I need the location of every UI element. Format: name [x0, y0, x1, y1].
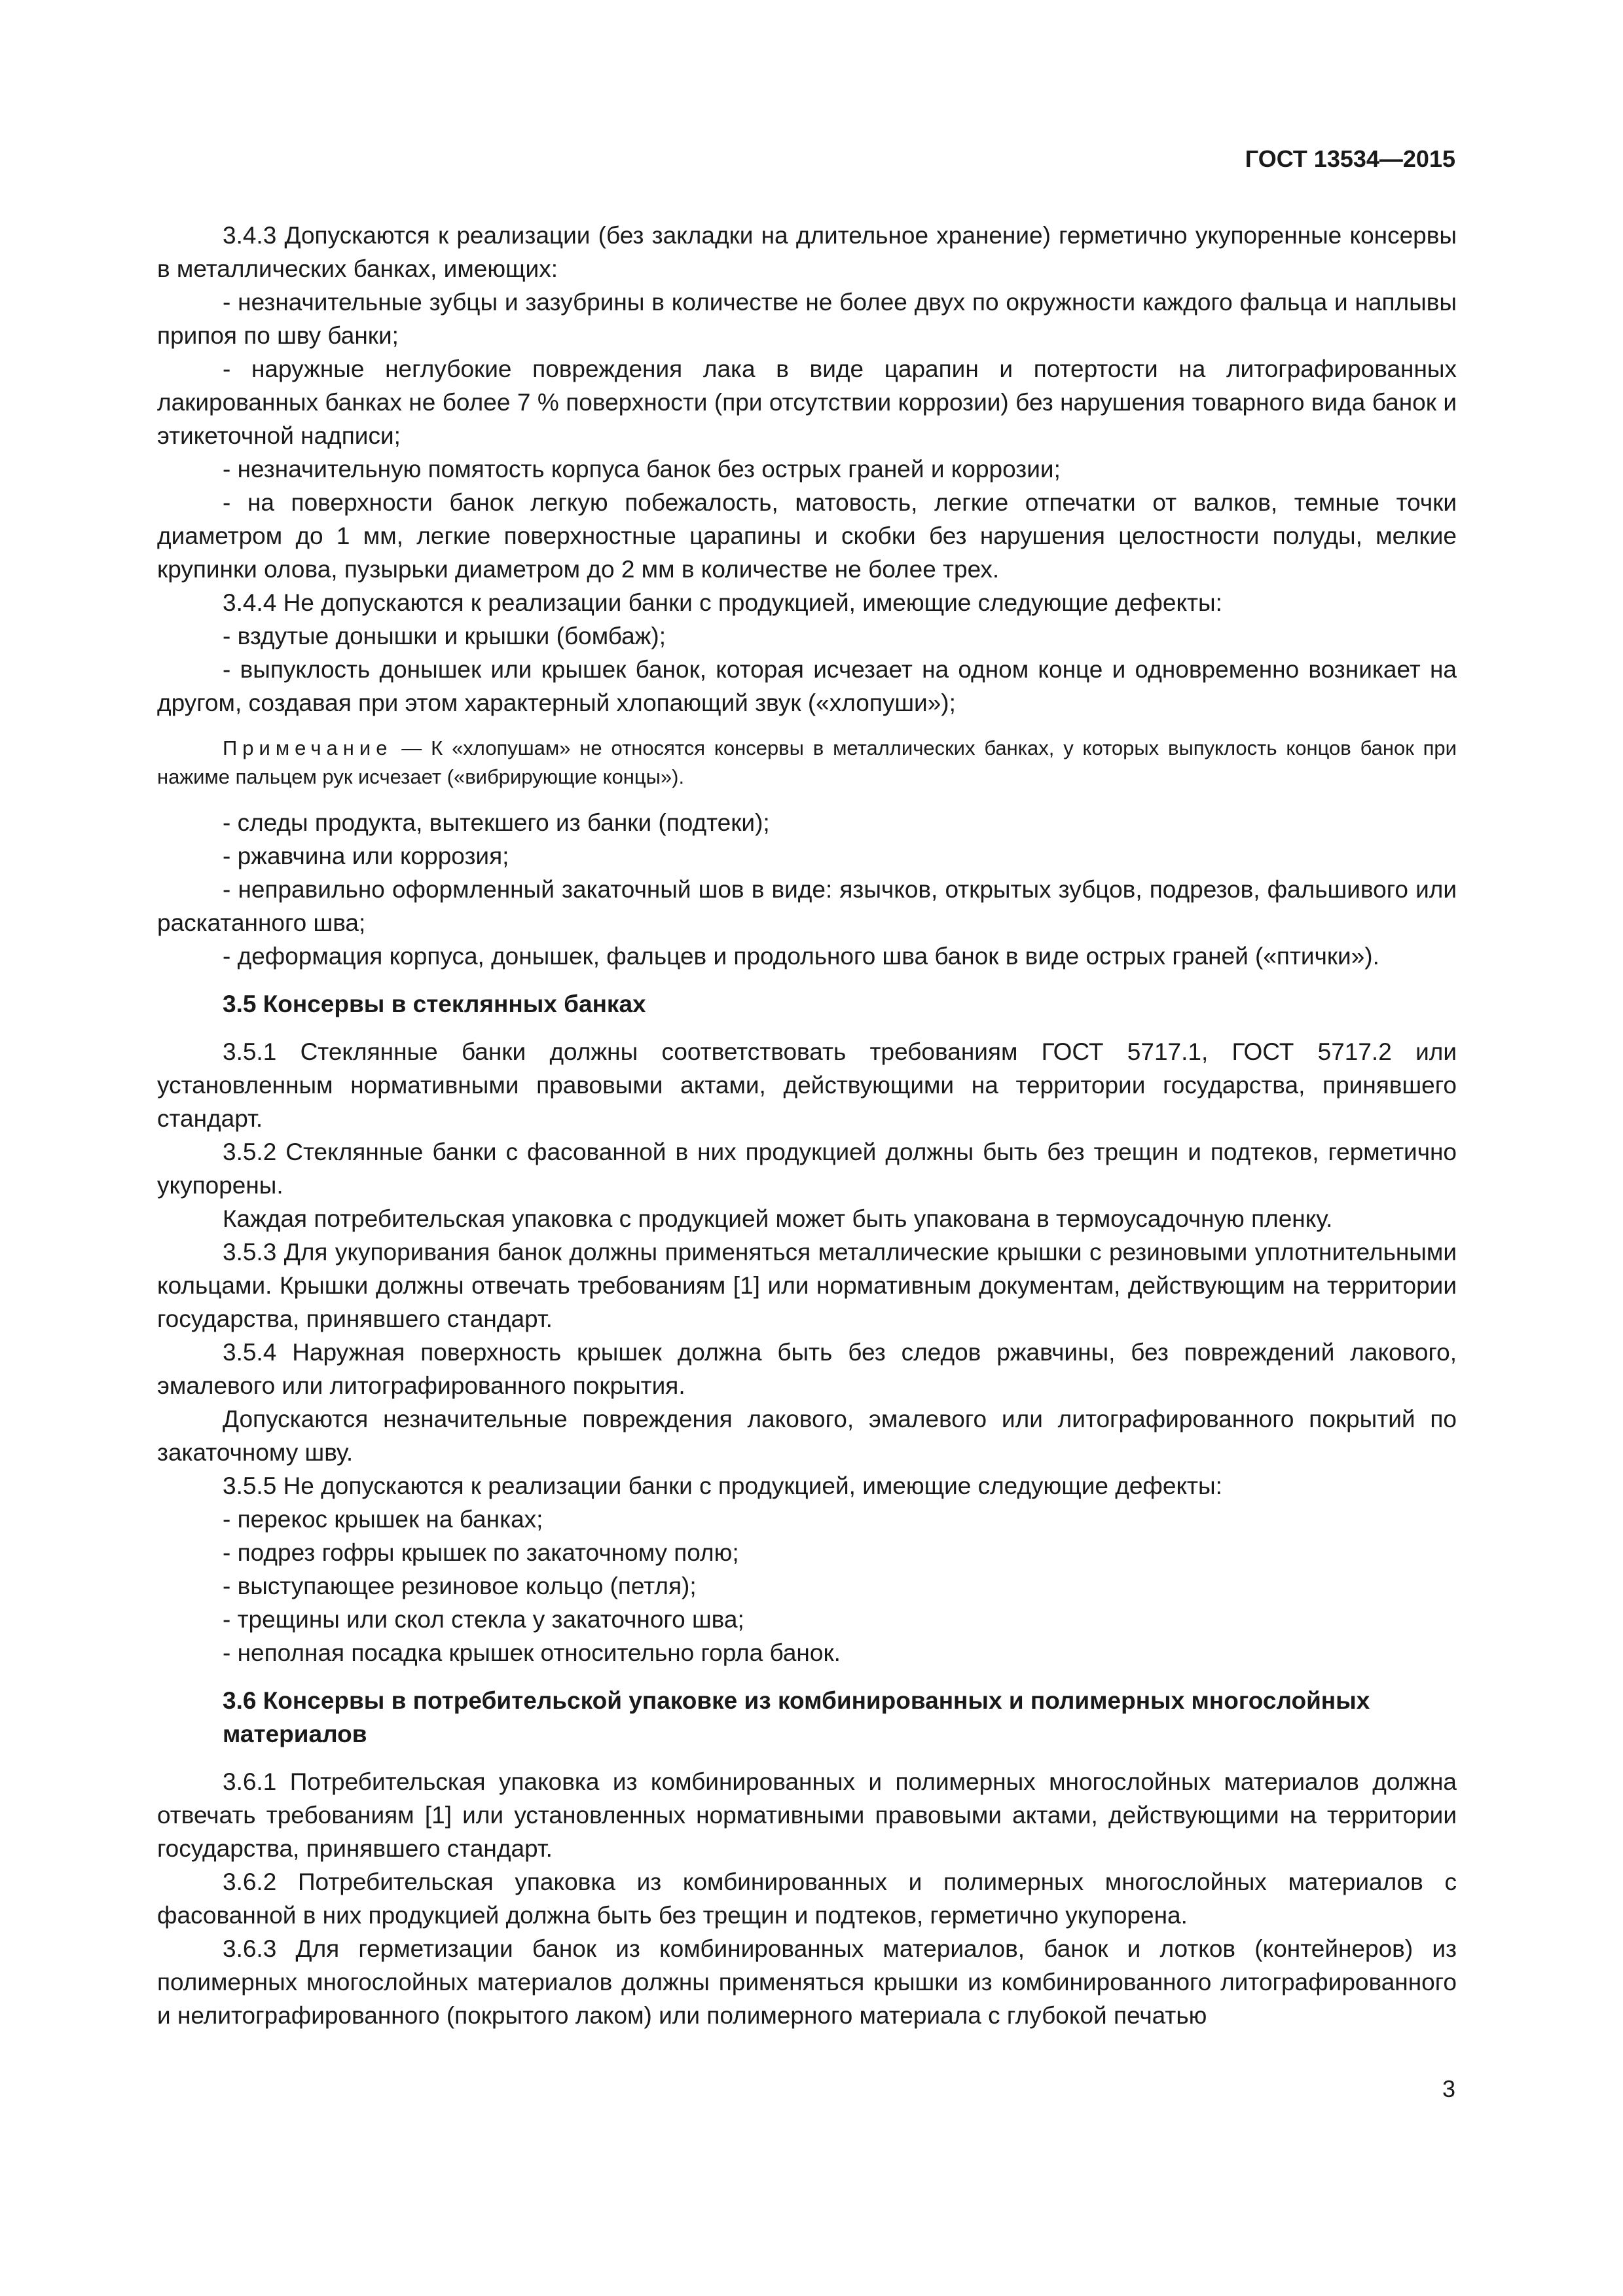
list-item: - неправильно оформленный закаточный шов в виде: язычков, открытых зубцов, подрезов, фальшивого или раскатанного шва; — [157, 873, 1457, 939]
list-item: - наружные неглубокие повреждения лака в виде царапин и потертости на литографированных лакированных банках не более 7 % поверхности (при отсутствии коррозии) без нарушения товарного вида банок и этикеточной надписи; — [157, 352, 1457, 452]
paragraph: 3.4.4 Не допускаются к реализации банки с продукцией, имеющие следующие дефекты: — [223, 589, 1222, 616]
note — [157, 734, 1457, 792]
list-item: - ржавчина или коррозия; — [157, 839, 1457, 873]
section-heading: 3.6 Консервы в потребительской упаковке из комбинированных и полимерных многослойных материалов — [223, 1687, 1370, 1747]
page-number: 3 — [1442, 2075, 1455, 2102]
paragraph: 3.5.4 Наружная поверхность крышек должна быть без следов ржавчины, без повреждений лакового, эмалевого или литографированного покрытия. — [157, 1339, 1457, 1399]
list-item: - деформация корпуса, донышек, фальцев и продольного шва банок в виде острых граней («птички»). — [157, 939, 1457, 973]
list-item: - перекос крышек на банках; — [157, 1503, 1457, 1536]
list-item: - незначительную помятость корпуса банок без острых граней и коррозии; — [157, 452, 1457, 486]
document-body — [157, 219, 1457, 2032]
paragraph: Каждая потребительская упаковка с продукцией может быть упакована в термоусадочную пленку. — [223, 1205, 1333, 1232]
list-item: - трещины или скол стекла у закаточного шва; — [157, 1603, 1457, 1636]
list-item: - неполная посадка крышек относительно горла банок. — [157, 1636, 1457, 1669]
list-item: - незначительные зубцы и зазубрины в количестве не более двух по окружности каждого фальца и наплывы припоя по шву банки; — [157, 285, 1457, 352]
section-heading: 3.5 Консервы в стеклянных банках — [223, 991, 646, 1017]
document-code: ГОСТ 13534—2015 — [1245, 145, 1455, 172]
list-item: - выпуклость донышек или крышек банок, которая исчезает на одном конце и одновременно возникает на другом, создавая при этом характерный хлопающий звук («хлопуши»); — [157, 653, 1457, 720]
paragraph: 3.6.3 Для герметизации банок из комбинированных материалов, банок и лотков (контейнеров) из полимерных многослойных материалов должны применяться крышки из комбинированного литографированного и нелитографированного (покрытого лаком) или полимерного материала с глубокой печатью — [157, 1935, 1457, 2029]
list-item: - подрез гофры крышек по закаточному полю; — [157, 1536, 1457, 1569]
paragraph: 3.5.5 Не допускаются к реализации банки с продукцией, имеющие следующие дефекты: — [223, 1472, 1222, 1499]
list-item: - на поверхности банок легкую побежалость, матовость, легкие отпечатки от валков, темные точки диаметром до 1 мм, легкие поверхностные царапины и скобки без нарушения целостности полуды, мелкие крупинки олова, пузырьки диаметром до 2 мм в количестве не более трех. — [157, 486, 1457, 586]
paragraph: 3.5.3 Для укупоривания банок должны применяться металлические крышки с резиновыми уплотнительными кольцами. Крышки должны отвечать требованиям [1] или нормативным документам, действующим на территории государства, принявшего стандарт. — [157, 1239, 1457, 1332]
paragraph: 3.5.2 Стеклянные банки с фасованной в них продукцией должны быть без трещин и подтеков, герметично укупорены. — [157, 1139, 1457, 1199]
note-label: Примечание — [223, 737, 393, 759]
list-item: - следы продукта, вытекшего из банки (подтеки); — [157, 806, 1457, 839]
paragraph: 3.6.1 Потребительская упаковка из комбинированных и полимерных многослойных материалов должна отвечать требованиям [1] или установленных нормативными правовыми актами, действующими на территории государства, принявшего стандарт. — [157, 1768, 1457, 1862]
note-text: — К «хлопушам» не относятся консервы в металлических банках, у которых выпуклость концов банок при нажиме пальцем рук исчезает («вибрирующие концы»). — [157, 737, 1457, 788]
paragraph: 3.5.1 Стеклянные банки должны соответствовать требованиям ГОСТ 5717.1, ГОСТ 5717.2 или установленным нормативными правовыми актами, действующими на территории государства, принявшего стандарт. — [157, 1038, 1457, 1132]
paragraph: Допускаются незначительные повреждения лакового, эмалевого или литографированного покрытий по закаточному шву. — [157, 1406, 1457, 1466]
list-item: - выступающее резиновое кольцо (петля); — [157, 1569, 1457, 1603]
paragraph: 3.6.2 Потребительская упаковка из комбинированных и полимерных многослойных материалов с фасованной в них продукцией должна быть без трещин и подтеков, герметично укупорена. — [157, 1868, 1457, 1929]
list-item: - вздутые донышки и крышки (бомбаж); — [157, 619, 1457, 653]
paragraph: 3.4.3 Допускаются к реализации (без закладки на длительное хранение) герметично укупоренные консервы в металлических банках, имеющих: — [157, 222, 1457, 282]
